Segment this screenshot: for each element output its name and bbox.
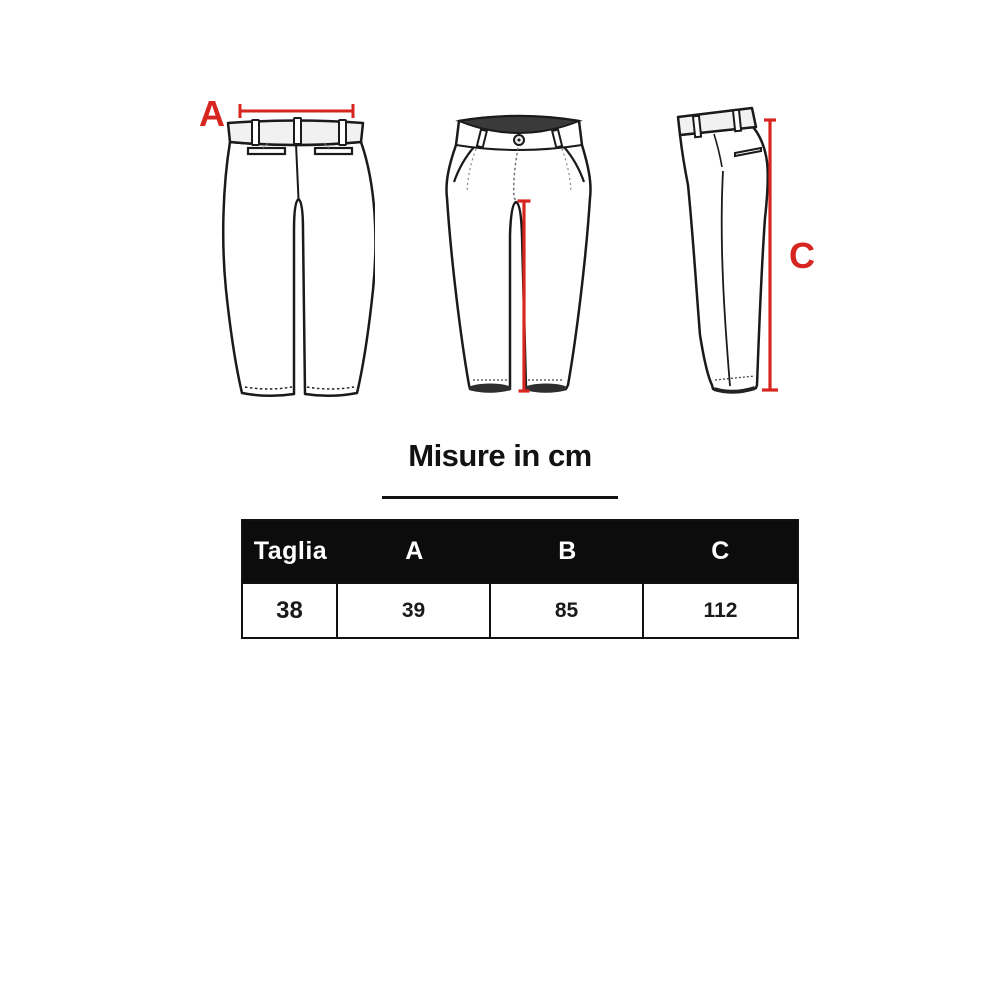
measure-label-c: C [789,235,815,276]
size-table-cell-c: 112 [703,598,738,622]
size-table-header-taglia: Taglia [253,537,328,565]
measure-line-a [240,104,353,118]
size-table [241,519,799,639]
size-table-header-c: C [711,537,730,565]
size-table-header-a: A [405,537,424,565]
measure-label-a: A [199,93,225,134]
size-table-cell-a: 39 [338,584,491,637]
size-table-row [243,582,797,637]
pants-back-view-drawing [195,85,375,410]
pants-front-view-drawing [430,100,625,410]
size-table-header-b: B [558,537,577,565]
title-underline [382,496,618,499]
size-table-cell-taglia: 38 [243,584,338,637]
size-table-header-row [243,521,797,582]
waist-button [514,135,524,145]
pants-side-view-drawing [655,105,825,405]
size-table-cell-b: 85 [491,584,644,637]
page-title: Misure in cm [408,438,592,473]
